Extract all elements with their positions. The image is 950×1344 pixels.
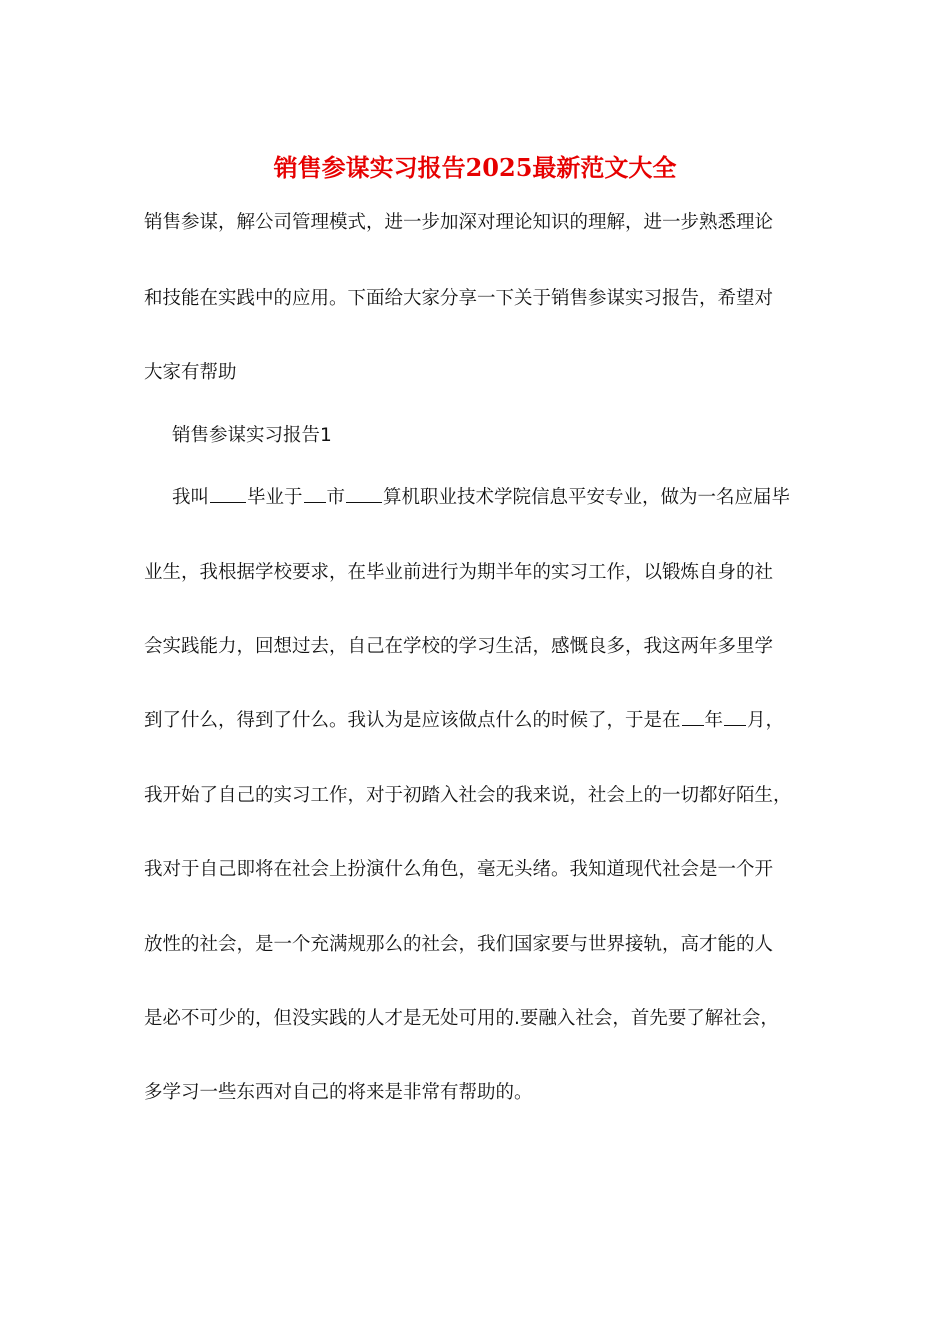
blank-school	[346, 484, 382, 503]
body-line-1-part-4: 算机职业技术学院信息平安专业，做为一名应届毕	[383, 487, 791, 508]
blank-year	[682, 707, 704, 726]
section-heading: 销售参谋实习报告1	[172, 425, 332, 446]
body-line-3: 会实践能力，回想过去，自己在学校的学习生活，感慨良多，我这两年多里学	[144, 636, 774, 657]
body-line-4-part-3: 月，	[747, 710, 785, 731]
blank-name	[210, 484, 246, 503]
body-line-4-part-2: 年	[704, 710, 724, 731]
blank-city	[304, 484, 326, 503]
body-line-1	[172, 483, 790, 513]
intro-line-1: 销售参谋，解公司管理模式，进一步加深对理论知识的理解，进一步熟悉理论	[144, 212, 774, 233]
body-line-8: 是必不可少的，但没实践的人才是无处可用的.要融入社会，首先要了解社会，	[144, 1008, 779, 1029]
body-line-7: 放性的社会，是一个充满规那么的社会，我们国家要与世界接轨，高才能的人	[144, 934, 774, 955]
body-line-1-part-3: 市	[326, 487, 346, 508]
body-line-1-part-1: 我叫	[172, 487, 210, 508]
body-line-4	[144, 706, 784, 736]
intro-line-3: 大家有帮助	[144, 362, 237, 383]
body-line-4-part-1: 到了什么，得到了什么。我认为是应该做点什么的时候了，于是在	[144, 710, 681, 731]
body-line-6: 我对于自己即将在社会上扮演什么角色，毫无头绪。我知道现代社会是一个开	[144, 859, 774, 880]
intro-line-2: 和技能在实践中的应用。下面给大家分享一下关于销售参谋实习报告，希望对	[144, 288, 774, 309]
document-title: 销售参谋实习报告2025最新范文大全	[273, 153, 677, 182]
body-line-2: 业生，我根据学校要求，在毕业前进行为期半年的实习工作，以锻炼自身的社	[144, 562, 774, 583]
body-line-5: 我开始了自己的实习工作，对于初踏入社会的我来说，社会上的一切都好陌生，	[144, 785, 792, 806]
body-line-1-part-2: 毕业于	[247, 487, 303, 508]
blank-month	[724, 707, 746, 726]
body-line-9: 多学习一些东西对自己的将来是非常有帮助的。	[144, 1082, 533, 1103]
